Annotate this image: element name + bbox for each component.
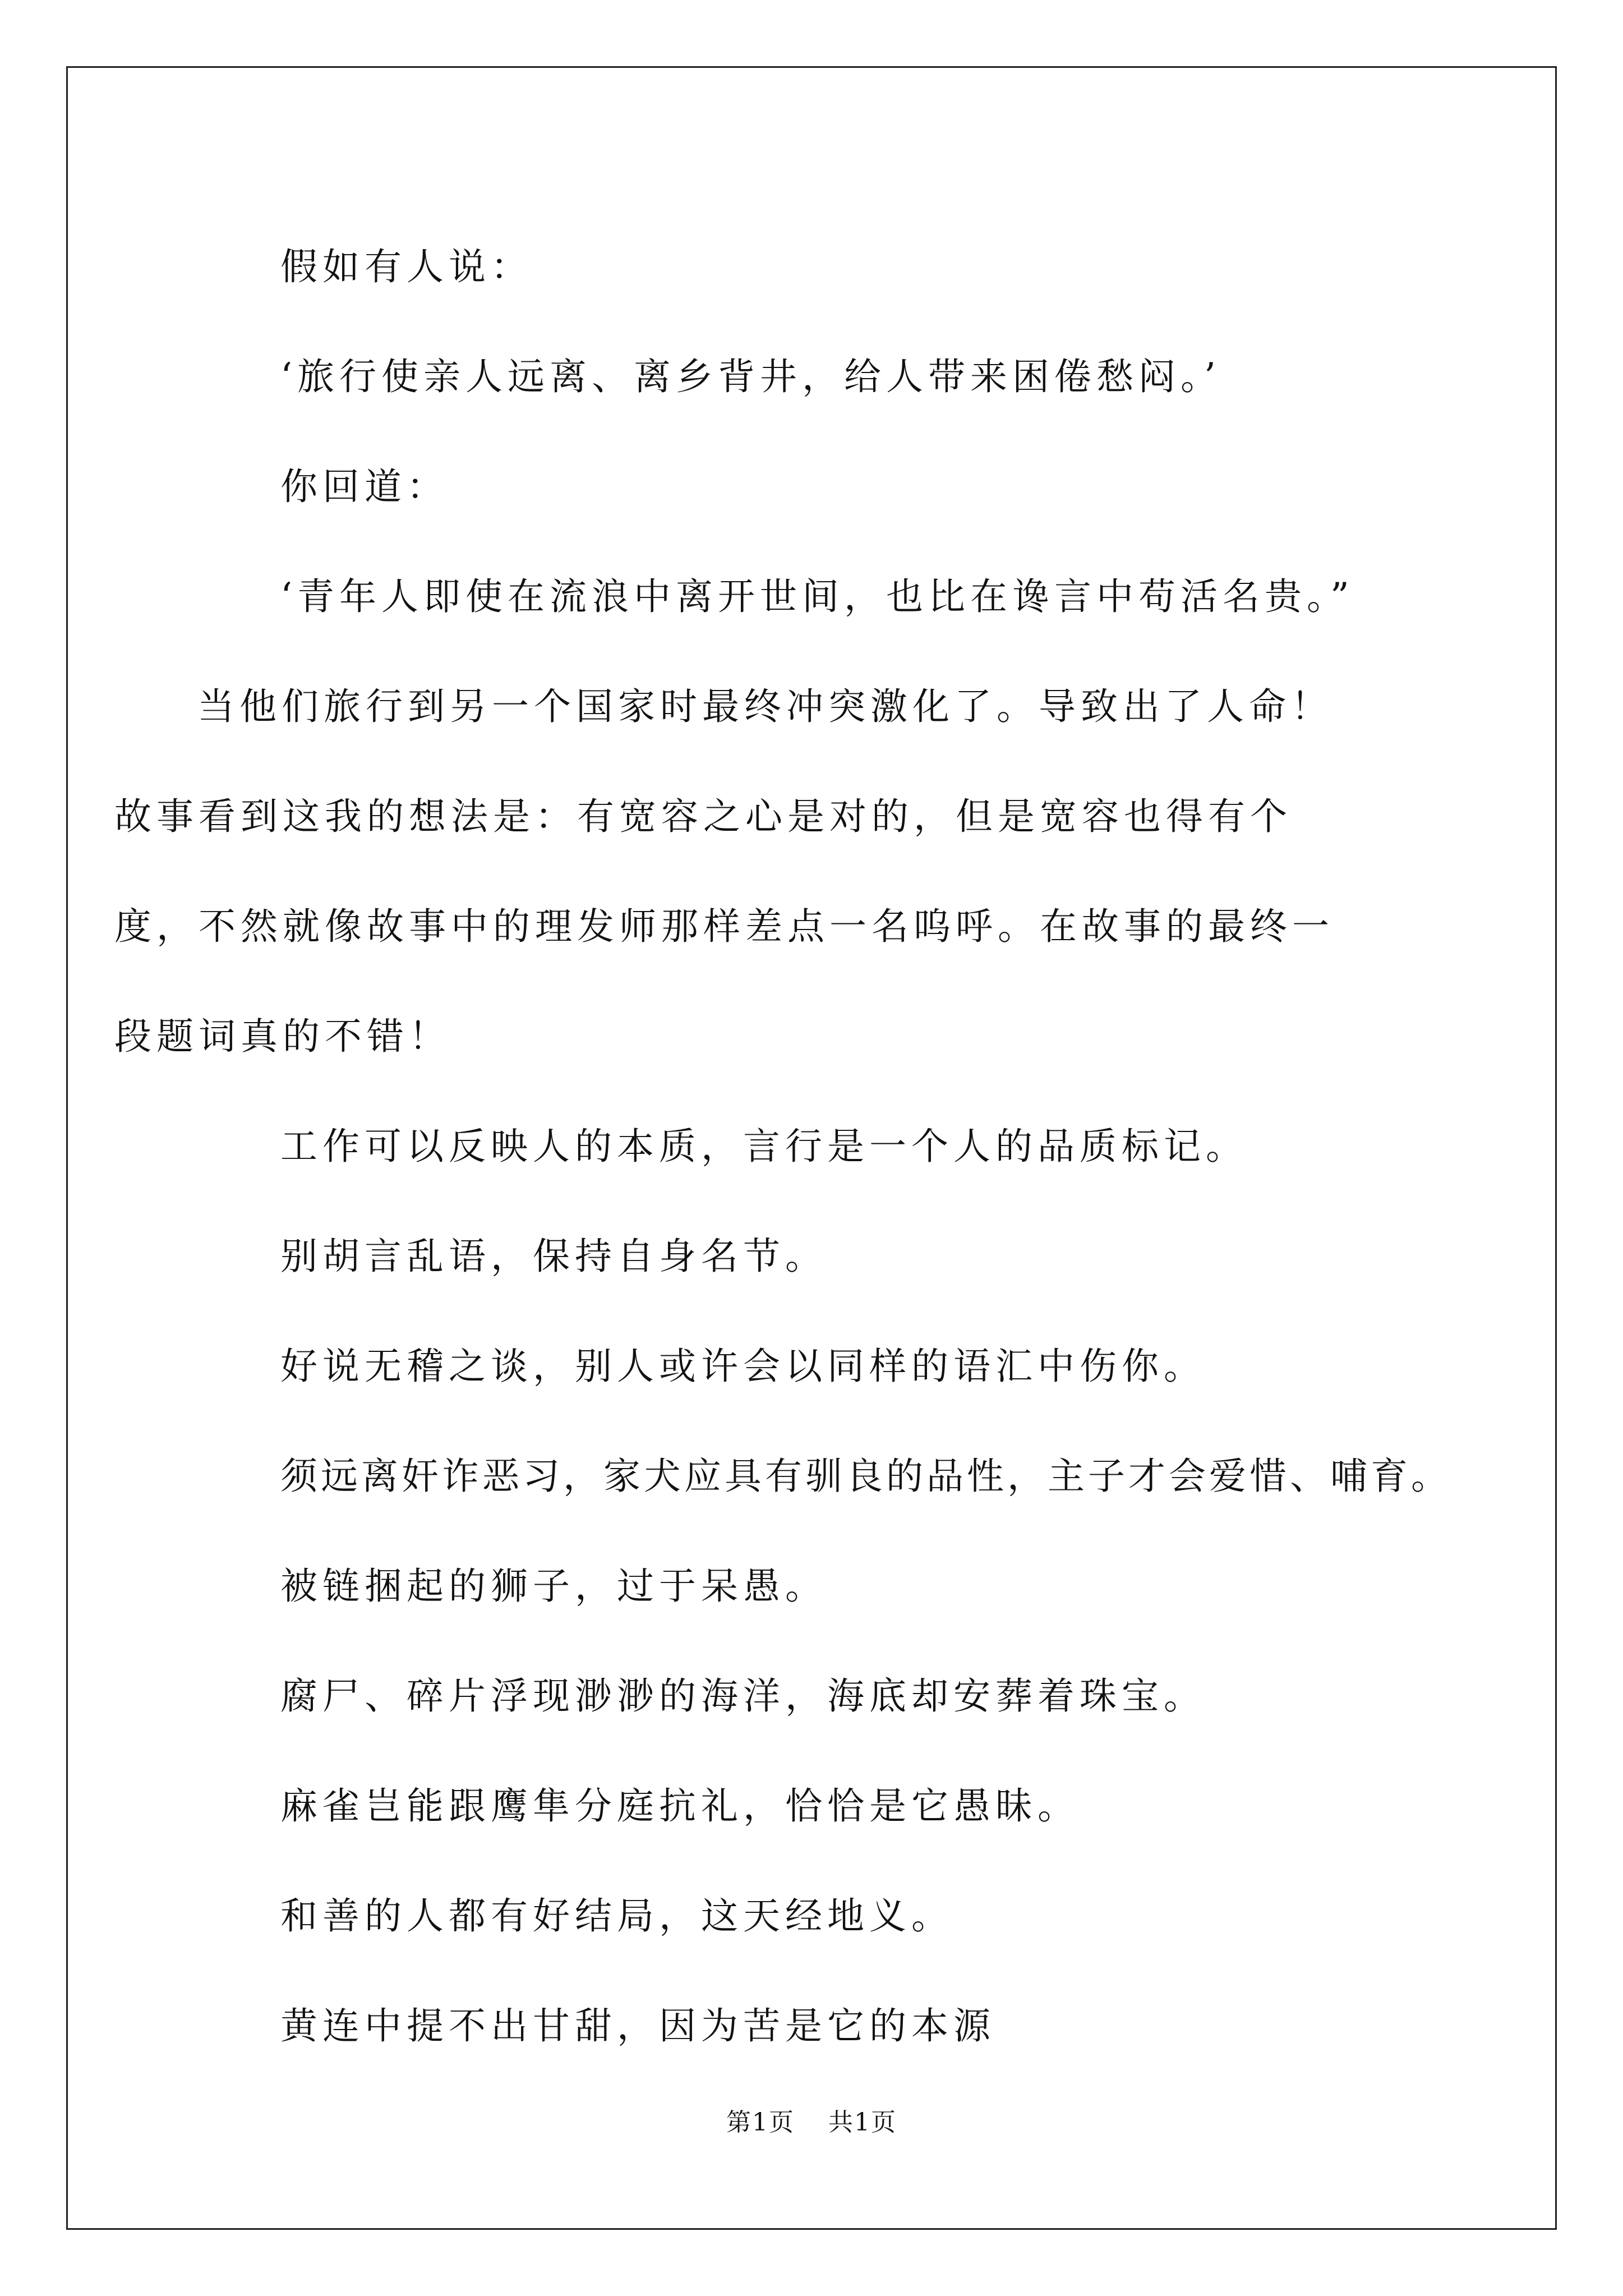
paragraph: 工作可以反映人的本质，言行是一个人的品质标记。 (280, 1125, 1248, 1168)
paragraph: 别胡言乱语，保持自身名节。 (280, 1235, 827, 1278)
page-number-total: 共1页 (828, 2108, 897, 2137)
paragraph: ‘旅行使亲人远离、离乡背井，给人带来困倦愁闷。’ (280, 355, 1221, 398)
paragraph: 麻雀岂能跟鹰隼分庭抗礼，恰恰是它愚昧。 (280, 1784, 1080, 1828)
paragraph: 被链捆起的狮子，过于呆愚。 (280, 1565, 827, 1608)
paragraph: 黄连中提不出甘甜，因为苦是它的本源 (280, 2004, 995, 2047)
document-body (114, 212, 1454, 2081)
paragraph: 你回道： (280, 465, 449, 508)
paragraph: 和善的人都有好结局，这天经地义。 (280, 1894, 953, 1938)
paragraph: 腐尸、碎片浮现渺渺的海洋，海底却安葬着珠宝。 (280, 1674, 1206, 1718)
paragraph: ‘青年人即使在流浪中离开世间，也比在谗言中苟活名贵。” (280, 575, 1354, 618)
paragraph: 须远离奸诈恶习，家犬应具有驯良的品性，主子才会爱惜、哺育。 (280, 1455, 1451, 1498)
paragraph: 假如有人说： (280, 245, 533, 288)
paragraph: 当他们旅行到另一个国家时最终冲突激化了。导致出了人命！故事看到这我的想法是：有宽容之心是对的，但是宽容也得有个度，不然就像故事中的理发师那样差点一名呜呼。在故事的最终一段题词真的不错！ (114, 685, 1334, 1058)
paragraph: 好说无稽之谈，别人或许会以同样的语汇中伤你。 (280, 1345, 1206, 1388)
page-number-current: 第1页 (726, 2108, 795, 2137)
page-footer (0, 2102, 1623, 2138)
